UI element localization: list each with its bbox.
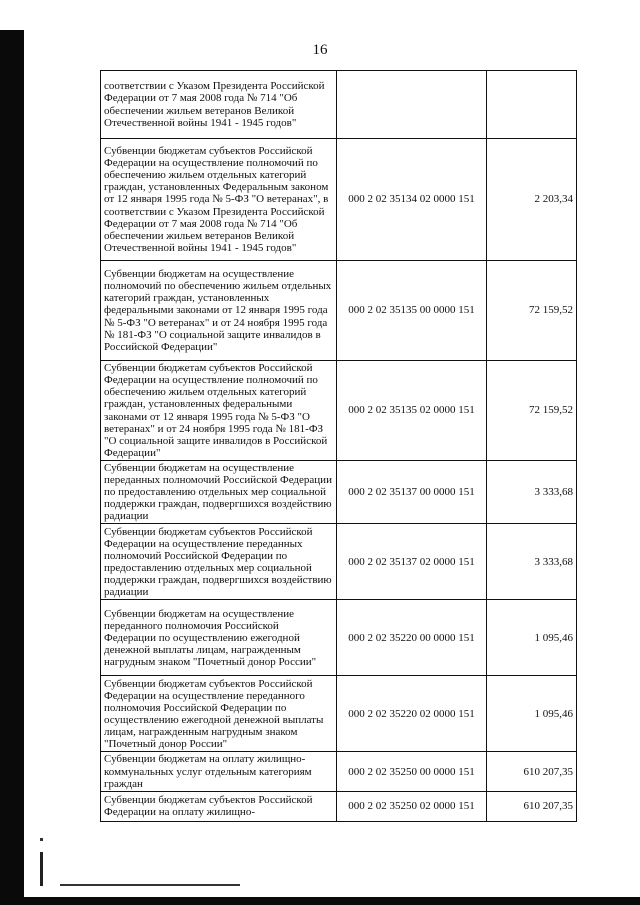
row-code: 000 2 02 35220 00 0000 151 — [337, 600, 487, 676]
table-row — [101, 71, 577, 139]
row-amount: 610 207,35 — [487, 791, 577, 821]
table-row — [101, 524, 577, 600]
table-row — [101, 261, 577, 361]
row-name: Субвенции бюджетам субъектов Российской Федерации на осуществление переданного полномочия Российской Федерации по осуществлению ежегодной денежной выплаты лицам, награжденным нагрудным знаком "Почетный донор России" — [101, 676, 337, 752]
row-amount: 3 333,68 — [487, 524, 577, 600]
row-amount: 72 159,52 — [487, 361, 577, 461]
row-name: Субвенции бюджетам на осуществление переданных полномочий Российской Федерации по предоставлению отдельных мер социальной поддержки граждан, подвергшихся воздействию радиации — [101, 461, 337, 524]
row-amount: 610 207,35 — [487, 752, 577, 791]
row-name: Субвенции бюджетам на осуществление полномочий по обеспечению жильем отдельных категорий граждан, установленных федеральными законами от 12 января 1995 года № 5-ФЗ "О ветеранах" и от 24 ноября 1995 года № 181-ФЗ "О социальной защите инвалидов в Российской Федерации" — [101, 261, 337, 361]
budget-table — [100, 70, 577, 822]
row-code: 000 2 02 35137 02 0000 151 — [337, 524, 487, 600]
scan-artifact — [60, 884, 240, 886]
row-name: соответствии с Указом Президента Российской Федерации от 7 мая 2008 года № 714 "Об обеспечении жильем ветеранов Великой Отечественной войны 1941 - 1945 годов" — [101, 71, 337, 139]
page-number: 16 — [312, 42, 328, 58]
scan-shadow-bottom — [0, 897, 640, 905]
row-code: 000 2 02 35134 02 0000 151 — [337, 139, 487, 261]
row-amount: 2 203,34 — [487, 139, 577, 261]
row-amount: 1 095,46 — [487, 676, 577, 752]
scan-artifact — [40, 852, 43, 886]
row-code: 000 2 02 35137 00 0000 151 — [337, 461, 487, 524]
row-code: 000 2 02 35250 02 0000 151 — [337, 791, 487, 821]
table-row — [101, 752, 577, 791]
table-row — [101, 676, 577, 752]
row-code: 000 2 02 35220 02 0000 151 — [337, 676, 487, 752]
table-row — [101, 139, 577, 261]
row-name: Субвенции бюджетам на оплату жилищно-коммунальных услуг отдельным категориям граждан — [101, 752, 337, 791]
row-code: 000 2 02 35250 00 0000 151 — [337, 752, 487, 791]
row-name: Субвенции бюджетам субъектов Российской Федерации на осуществление полномочий по обеспечению жильем отдельных категорий граждан, установленных федеральными законами от 12 января 1995 года № 5-ФЗ "О ветеранах" и от 24 ноября 1995 года № 181-ФЗ "О социальной защите инвалидов в Российской Федерации" — [101, 361, 337, 461]
table-row — [101, 600, 577, 676]
row-code: 000 2 02 35135 02 0000 151 — [337, 361, 487, 461]
table-row — [101, 361, 577, 461]
row-name: Субвенции бюджетам субъектов Российской Федерации на осуществление переданных полномочий Российской Федерации по предоставлению отдельных мер социальной поддержки граждан, подвергшихся воздействию радиации — [101, 524, 337, 600]
scan-artifact — [40, 838, 43, 841]
row-name: Субвенции бюджетам на осуществление переданного полномочия Российской Федерации по осуществлению ежегодной денежной выплаты лицам, награжденным нагрудным знаком "Почетный донор России" — [101, 600, 337, 676]
row-code — [337, 71, 487, 139]
row-code: 000 2 02 35135 00 0000 151 — [337, 261, 487, 361]
row-amount: 3 333,68 — [487, 461, 577, 524]
table-row — [101, 461, 577, 524]
row-amount: 1 095,46 — [487, 600, 577, 676]
row-name: Субвенции бюджетам субъектов Российской Федерации на осуществление полномочий по обеспечению жильем отдельных категорий граждан, установленных Федеральным законом от 12 января 1995 года № 5-ФЗ "О ветеранах", в соответствии с Указом Президента Российской Федерации от 7 мая 2008 года № 714 "Об обеспечении жильем ветеранов Великой Отечественной войны 1941 - 1945 годов" — [101, 139, 337, 261]
table-row — [101, 791, 577, 821]
row-name: Субвенции бюджетам субъектов Российской Федерации на оплату жилищно- — [101, 791, 337, 821]
row-amount: 72 159,52 — [487, 261, 577, 361]
scan-shadow-left — [0, 30, 24, 905]
row-amount — [487, 71, 577, 139]
